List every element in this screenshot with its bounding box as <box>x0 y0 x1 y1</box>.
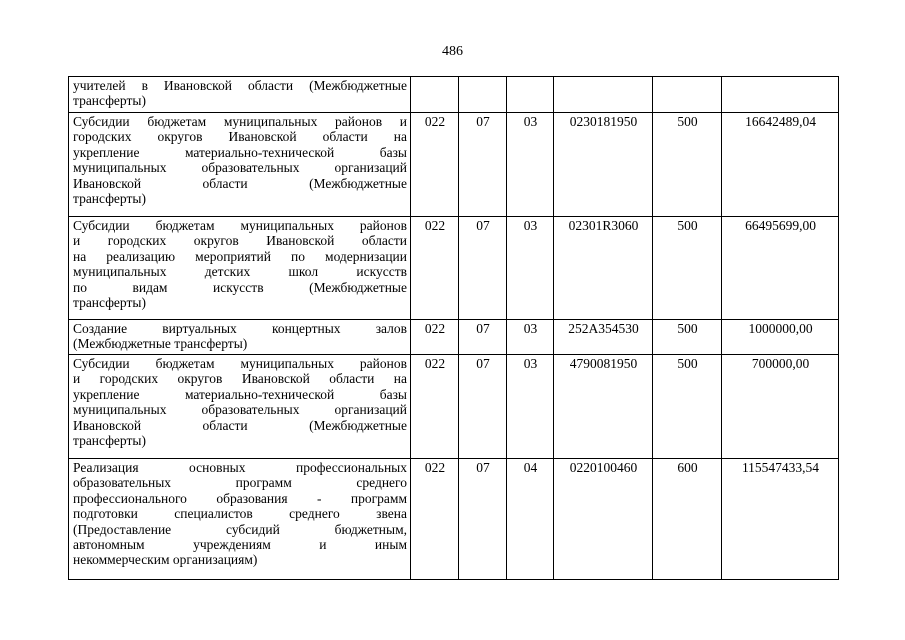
table-row <box>69 320 839 355</box>
target-code: 0220100460 <box>554 459 653 580</box>
section-code <box>459 77 507 113</box>
ministry-code: 022 <box>411 217 459 320</box>
row-description: Субсидии бюджетам муниципальных районов и городских округов Ивановской области на укрепление материально-технической базы муниципальных образовательных организаций Ивановской области (Межбюджетные трансферты) <box>69 113 411 217</box>
expense-type-code <box>653 77 722 113</box>
ministry-code: 022 <box>411 355 459 459</box>
expense-type-code: 500 <box>653 355 722 459</box>
expense-type-code: 600 <box>653 459 722 580</box>
section-code: 07 <box>459 113 507 217</box>
row-description: Субсидии бюджетам муниципальных районов и городских округов Ивановской области на укрепление материально-технической базы муниципальных образовательных организаций Ивановской области (Межбюджетные трансферты) <box>69 355 411 459</box>
row-description: Реализация основных профессиональных образовательных программ среднего профессионального образования - программ подготовки специалистов среднего звена (Предоставление субсидий бюджетным, автономным учреждениям и иным некоммерческим организациям) <box>69 459 411 580</box>
row-description: Субсидии бюджетам муниципальных районов и городских округов Ивановской области на реализацию мероприятий по модернизации муниципальных детских школ искусств по видам искусств (Межбюджетные трансферты) <box>69 217 411 320</box>
subsection-code: 04 <box>507 459 554 580</box>
amount: 700000,00 <box>722 355 839 459</box>
ministry-code: 022 <box>411 113 459 217</box>
ministry-code: 022 <box>411 459 459 580</box>
table-row <box>69 77 839 113</box>
row-description: Создание виртуальных концертных залов (Межбюджетные трансферты) <box>69 320 411 355</box>
subsection-code: 03 <box>507 217 554 320</box>
section-code: 07 <box>459 355 507 459</box>
target-code: 4790081950 <box>554 355 653 459</box>
amount: 66495699,00 <box>722 217 839 320</box>
subsection-code <box>507 77 554 113</box>
amount <box>722 77 839 113</box>
table-row <box>69 459 839 580</box>
amount: 115547433,54 <box>722 459 839 580</box>
target-code: 02301R3060 <box>554 217 653 320</box>
ministry-code <box>411 77 459 113</box>
subsection-code: 03 <box>507 320 554 355</box>
table-row <box>69 217 839 320</box>
expense-type-code: 500 <box>653 320 722 355</box>
subsection-code: 03 <box>507 355 554 459</box>
section-code: 07 <box>459 459 507 580</box>
row-description: учителей в Ивановской области (Межбюджетные трансферты) <box>69 77 411 113</box>
section-code: 07 <box>459 320 507 355</box>
ministry-code: 022 <box>411 320 459 355</box>
expense-type-code: 500 <box>653 113 722 217</box>
page-number: 486 <box>442 44 463 59</box>
table-row <box>69 355 839 459</box>
target-code: 252A354530 <box>554 320 653 355</box>
amount: 16642489,04 <box>722 113 839 217</box>
section-code: 07 <box>459 217 507 320</box>
expense-type-code: 500 <box>653 217 722 320</box>
amount: 1000000,00 <box>722 320 839 355</box>
table-row <box>69 113 839 217</box>
budget-table <box>68 76 839 580</box>
target-code: 0230181950 <box>554 113 653 217</box>
subsection-code: 03 <box>507 113 554 217</box>
target-code <box>554 77 653 113</box>
